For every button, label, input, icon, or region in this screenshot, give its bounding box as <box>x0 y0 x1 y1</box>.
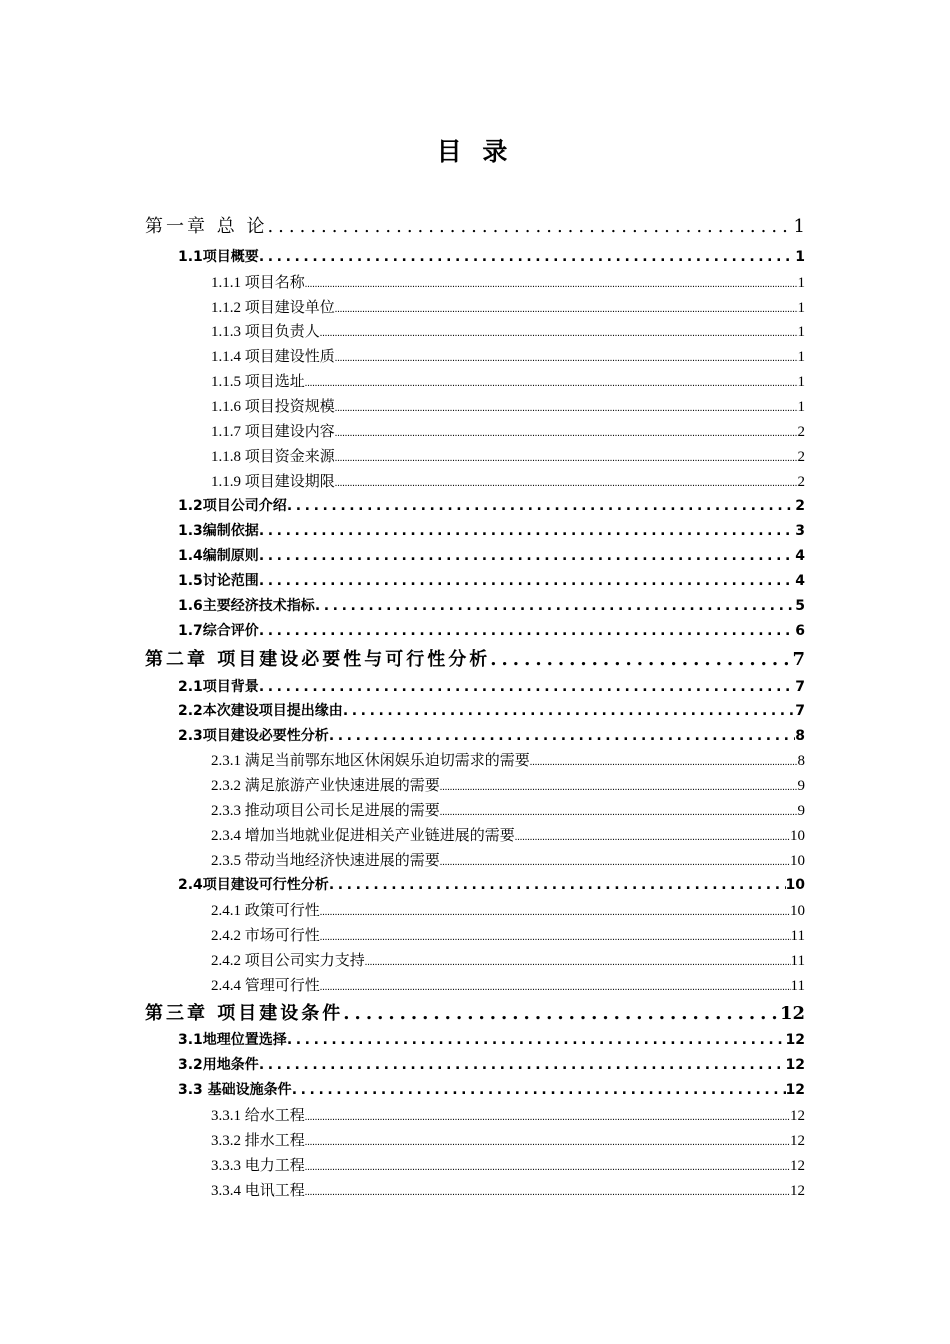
toc-entry-title: 1.7综合评价 <box>178 623 259 639</box>
toc-entry-title: 3.1地理位置选择 <box>178 1032 287 1048</box>
toc-page-number: 1 <box>797 324 805 340</box>
toc-entry[interactable] <box>178 495 805 515</box>
toc-entry[interactable] <box>145 645 805 671</box>
toc-entry[interactable] <box>211 924 805 945</box>
toc-entry[interactable] <box>178 545 805 565</box>
toc-dot-leader <box>329 877 786 893</box>
toc-page-number: 7 <box>795 679 805 695</box>
toc-entry[interactable] <box>211 849 805 870</box>
toc-dot-leader <box>259 523 795 539</box>
toc-page-number: 12 <box>790 1108 805 1124</box>
toc-entry-title: 1.1.4 项目建设性质 <box>211 349 335 365</box>
toc-entry-title: 1.5讨论范围 <box>178 573 259 589</box>
toc-entry-title: 1.4编制原则 <box>178 548 259 564</box>
toc-entry-title: 3.3.4 电讯工程 <box>211 1183 305 1199</box>
toc-dot-leader <box>305 1133 790 1150</box>
toc-dot-leader <box>490 649 792 670</box>
toc-page-number: 1 <box>797 275 805 291</box>
toc-entry-title: 3.3 基础设施条件 <box>178 1082 292 1098</box>
toc-page-number: 12 <box>785 1082 805 1098</box>
toc-page-number: 10 <box>785 877 805 893</box>
toc-entry-title: 2.4.1 政策可行性 <box>211 903 320 919</box>
toc-dot-leader <box>320 928 791 945</box>
toc-page-number: 12 <box>785 1032 805 1048</box>
toc-entry-title: 2.2本次建设项目提出缘由 <box>178 703 343 719</box>
toc-dot-leader <box>320 903 790 920</box>
toc-page-number: 1 <box>797 349 805 365</box>
toc-dot-leader <box>292 1082 786 1098</box>
toc-entry[interactable] <box>178 246 805 266</box>
toc-entry[interactable] <box>178 595 805 615</box>
toc-entry[interactable] <box>211 320 805 341</box>
toc-entry-title: 1.1.8 项目资金来源 <box>211 449 335 465</box>
toc-page-number: 1 <box>793 216 805 237</box>
toc-dot-leader <box>315 598 795 614</box>
toc-page-number: 1 <box>797 300 805 316</box>
toc-entry-title: 3.3.1 给水工程 <box>211 1108 305 1124</box>
toc-dot-leader <box>365 953 791 970</box>
toc-entry[interactable] <box>211 774 805 795</box>
toc-entry-title: 1.1.3 项目负责人 <box>211 324 320 340</box>
toc-entry[interactable] <box>178 1079 805 1099</box>
toc-dot-leader <box>320 324 798 341</box>
toc-entry-title: 1.1.2 项目建设单位 <box>211 300 335 316</box>
toc-dot-leader <box>287 1032 786 1048</box>
toc-entry-title: 2.3项目建设必要性分析 <box>178 728 329 744</box>
toc-entry[interactable] <box>178 620 805 640</box>
toc-entry-title: 1.1.1 项目名称 <box>211 275 305 291</box>
toc-entry[interactable] <box>211 271 805 292</box>
toc-dot-leader <box>259 623 795 639</box>
toc-entry-title: 2.4项目建设可行性分析 <box>178 877 329 893</box>
toc-dot-leader <box>259 1057 786 1073</box>
toc-entry-title: 2.3.3 推动项目公司长足进展的需要 <box>211 803 440 819</box>
toc-page-number: 12 <box>790 1158 805 1174</box>
toc-dot-leader <box>287 498 795 514</box>
toc-entry-title: 2.1项目背景 <box>178 679 259 695</box>
toc-entry[interactable] <box>211 949 805 970</box>
toc-entry-title: 2.3.2 满足旅游产业快速进展的需要 <box>211 778 440 794</box>
toc-page-number: 8 <box>795 728 805 744</box>
toc-page-number: 8 <box>797 753 805 769</box>
toc-entry[interactable] <box>211 1129 805 1150</box>
toc-entry-title: 2.3.1 满足当前鄂东地区休闲娱乐迫切需求的需要 <box>211 753 530 769</box>
toc-entry-title: 2.4.2 项目公司实力支持 <box>211 953 365 969</box>
toc-entry[interactable] <box>178 570 805 590</box>
toc-entry-title: 1.1.6 项目投资规模 <box>211 399 335 415</box>
toc-entry-title: 1.1.7 项目建设内容 <box>211 424 335 440</box>
toc-page-number: 10 <box>790 828 805 844</box>
toc-entry[interactable] <box>211 296 805 317</box>
toc-entry[interactable] <box>145 212 805 238</box>
toc-page-number: 11 <box>790 978 805 994</box>
toc-page-number: 7 <box>792 649 805 670</box>
toc-page-number: 10 <box>790 853 805 869</box>
toc-page-number: 5 <box>795 598 805 614</box>
toc-entry-title: 2.3.5 带动当地经济快速进展的需要 <box>211 853 440 869</box>
toc-entry[interactable] <box>211 974 805 995</box>
toc-dot-leader <box>530 753 798 770</box>
toc-entry[interactable] <box>178 874 805 894</box>
toc-entry[interactable] <box>211 899 805 920</box>
toc-entry[interactable] <box>178 725 805 745</box>
toc-page-number: 2 <box>795 498 805 514</box>
toc-dot-leader <box>259 679 795 695</box>
toc-dot-leader <box>305 1108 790 1125</box>
toc-entry[interactable] <box>211 799 805 820</box>
toc-entry[interactable] <box>178 700 805 720</box>
toc-entry-title: 1.1.5 项目选址 <box>211 374 305 390</box>
toc-dot-leader <box>305 275 798 292</box>
toc-dot-leader <box>515 828 790 845</box>
toc-entry-title: 第三章 项目建设条件 <box>145 1003 344 1024</box>
toc-dot-leader <box>335 474 798 491</box>
toc-dot-leader <box>335 349 798 366</box>
toc-page-number: 1 <box>795 249 805 265</box>
toc-entry-title: 3.3.2 排水工程 <box>211 1133 305 1149</box>
toc-page-number: 2 <box>797 424 805 440</box>
toc-page-number: 1 <box>797 374 805 390</box>
toc-entry-title: 第一章 总 论 <box>145 216 268 237</box>
toc-entry-title: 1.6主要经济技术指标 <box>178 598 315 614</box>
toc-entry-title: 1.2项目公司介绍 <box>178 498 287 514</box>
toc-entry[interactable] <box>211 749 805 770</box>
toc-entry[interactable] <box>211 420 805 441</box>
toc-dot-leader <box>440 803 798 820</box>
toc-dot-leader <box>335 449 798 466</box>
toc-dot-leader <box>305 1158 790 1175</box>
toc-entry[interactable] <box>178 520 805 540</box>
toc-entry[interactable] <box>211 370 805 391</box>
toc-page-number: 4 <box>795 548 805 564</box>
toc-dot-leader <box>329 728 795 744</box>
toc-page-number: 12 <box>779 1003 805 1024</box>
toc-entry[interactable] <box>211 824 805 845</box>
toc-dot-leader <box>259 548 795 564</box>
toc-page-number: 12 <box>790 1183 805 1199</box>
toc-dot-leader <box>259 573 795 589</box>
toc-dot-leader <box>343 703 795 719</box>
toc-entry[interactable] <box>211 445 805 466</box>
toc-dot-leader <box>320 978 791 995</box>
page-title: 目 录 <box>436 137 514 166</box>
toc-entry[interactable] <box>211 1179 805 1200</box>
toc-entry-title: 2.4.4 管理可行性 <box>211 978 320 994</box>
toc-dot-leader <box>267 216 793 237</box>
toc-page-number: 9 <box>797 803 805 819</box>
toc-entry-title: 3.2用地条件 <box>178 1057 259 1073</box>
toc-page-number: 11 <box>790 928 805 944</box>
toc-entry[interactable] <box>145 999 805 1025</box>
toc-page-number: 3 <box>795 523 805 539</box>
toc-dot-leader <box>440 778 798 795</box>
toc-entry[interactable] <box>211 470 805 491</box>
toc-entry[interactable] <box>178 1054 805 1074</box>
toc-dot-leader <box>335 399 798 416</box>
toc-entry-title: 3.3.3 电力工程 <box>211 1158 305 1174</box>
toc-page-number: 2 <box>797 474 805 490</box>
toc-dot-leader <box>305 374 798 391</box>
toc-dot-leader <box>335 300 798 317</box>
toc-entry-title: 2.3.4 增加当地就业促进相关产业链进展的需要 <box>211 828 515 844</box>
toc-entry-title: 1.1项目概要 <box>178 249 259 265</box>
toc-page-number: 12 <box>790 1133 805 1149</box>
toc-entry[interactable] <box>178 1029 805 1049</box>
toc-entry[interactable] <box>211 1104 805 1125</box>
toc-dot-leader <box>335 424 798 441</box>
toc-page-number: 10 <box>790 903 805 919</box>
toc-entry[interactable] <box>211 395 805 416</box>
toc-page-number: 9 <box>797 778 805 794</box>
toc-entry-title: 1.3编制依据 <box>178 523 259 539</box>
toc-dot-leader <box>440 853 790 870</box>
toc-dot-leader <box>259 249 795 265</box>
toc-page-number: 4 <box>795 573 805 589</box>
toc-entry-title: 第二章 项目建设必要性与可行性分析 <box>145 649 491 670</box>
toc-page-number: 1 <box>797 399 805 415</box>
toc-page-number: 11 <box>790 953 805 969</box>
toc-page-number: 12 <box>785 1057 805 1073</box>
toc-page-number: 7 <box>795 703 805 719</box>
toc-page-number: 2 <box>797 449 805 465</box>
toc-dot-leader <box>305 1183 790 1200</box>
toc-entry[interactable] <box>178 676 805 696</box>
toc-entry-title: 1.1.9 项目建设期限 <box>211 474 335 490</box>
toc-page-number: 6 <box>795 623 805 639</box>
toc-entry[interactable] <box>211 345 805 366</box>
toc-entry[interactable] <box>211 1154 805 1175</box>
toc-entry-title: 2.4.2 市场可行性 <box>211 928 320 944</box>
toc-dot-leader <box>343 1003 780 1024</box>
